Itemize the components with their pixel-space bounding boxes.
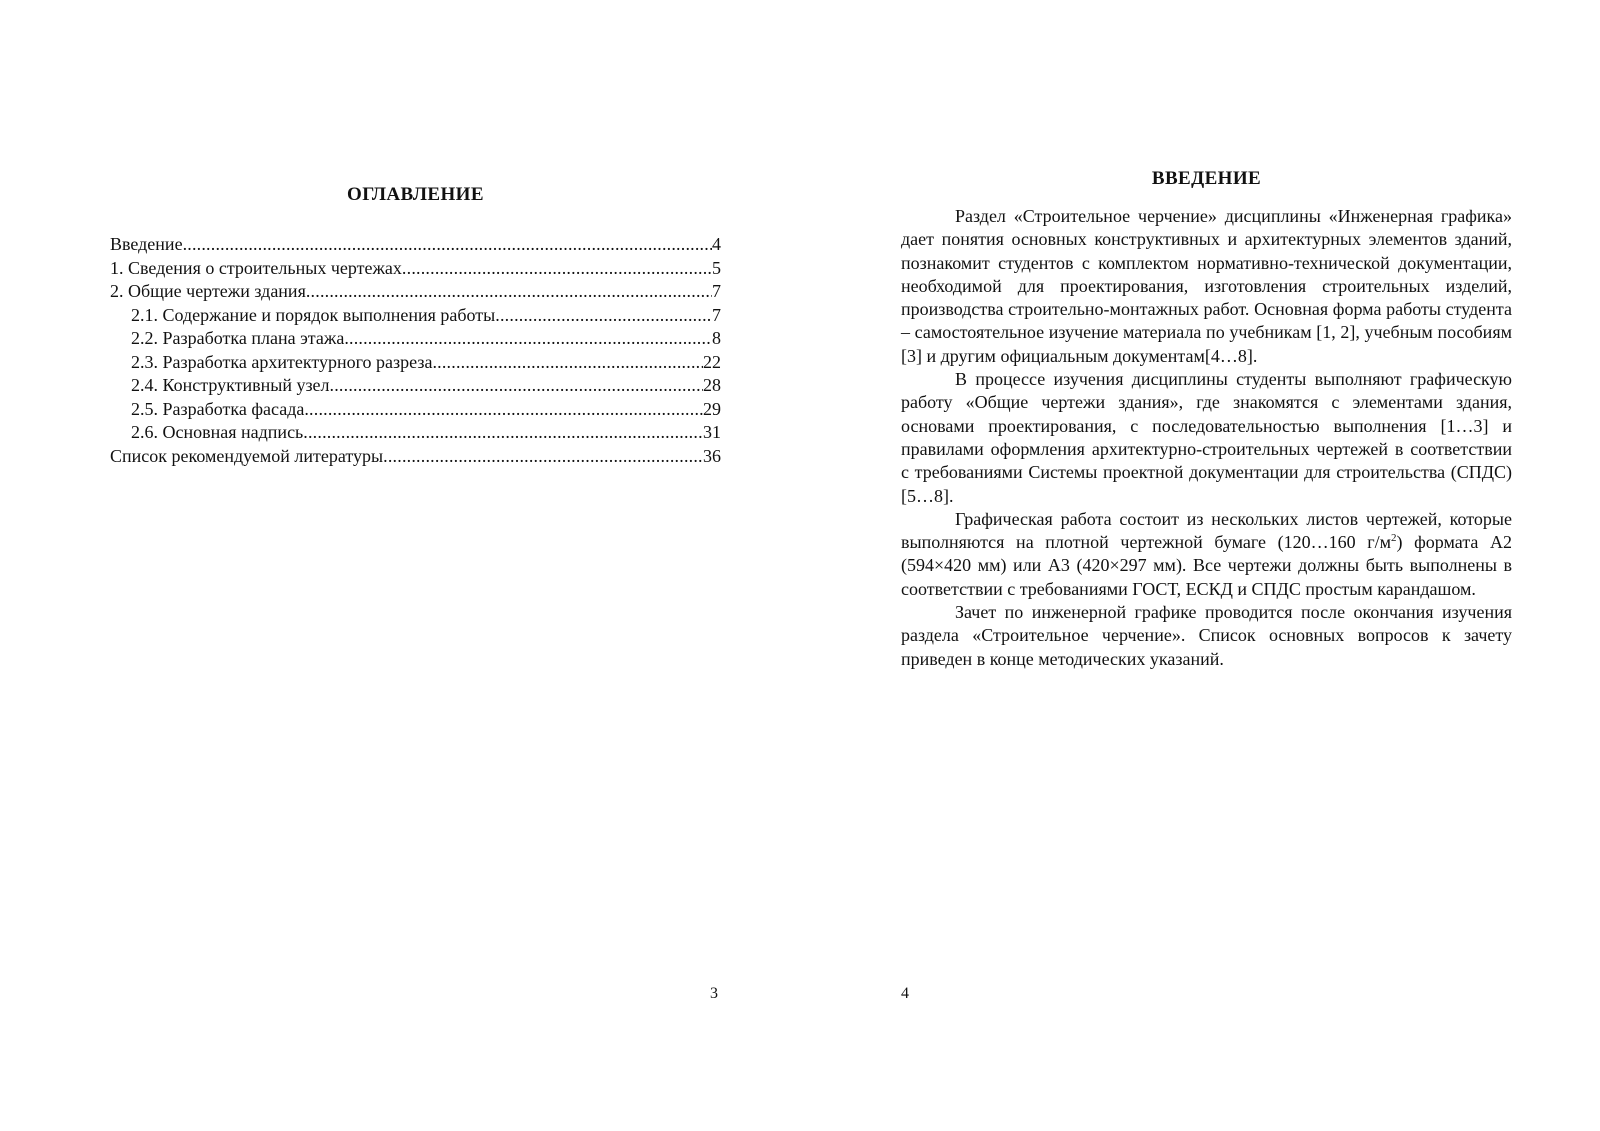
toc-entry-title: 2.6. Основная надпись [131, 422, 304, 442]
toc-entry-title: 2.2. Разработка плана этажа [131, 328, 345, 348]
toc-entry-title: 2.1. Содержание и порядок выполнения работы [131, 304, 496, 325]
toc-entry-page: 5 [712, 257, 721, 278]
toc-entry-page: 4 [712, 234, 721, 254]
toc-leader-dots [304, 398, 703, 422]
toc-entry-page: 22 [703, 351, 721, 372]
toc-leader-dots [383, 445, 703, 469]
toc-leader-dots [183, 233, 712, 257]
toc-subentry [110, 327, 721, 351]
toc-entry-title: 2. Общие чертежи здания [110, 281, 306, 301]
toc-entry [110, 280, 721, 304]
page-number: 4 [901, 985, 909, 1002]
toc-leader-dots [402, 257, 712, 281]
toc-entry-page: 28 [703, 375, 721, 395]
toc-subentry [110, 304, 721, 328]
toc-leader-dots [495, 304, 712, 328]
page-number: 3 [710, 985, 718, 1002]
toc-entry-title: 1. Сведения о строительных чертежах [110, 257, 402, 278]
toc-entry-title: 2.3. Разработка архитектурного разреза [131, 351, 433, 372]
right-page [800, 0, 1600, 1131]
toc-entry [110, 257, 721, 281]
toc-subentry [110, 398, 721, 422]
toc-leader-dots [432, 351, 703, 375]
toc-entry [110, 233, 721, 257]
toc-entry-page: 7 [712, 304, 721, 325]
table-of-contents [110, 233, 721, 468]
toc-entry-page: 31 [703, 422, 721, 442]
toc-entry-page: 29 [703, 398, 721, 419]
toc-leader-dots [344, 327, 712, 351]
body-paragraph [901, 508, 1512, 601]
toc-subentry [110, 351, 721, 375]
body-paragraph: Раздел «Строительное черчение» дисциплины «Инженерная графика» дает понятия основных конструктивных и архитектурных элементов зданий, познакомит студентов с комплектом нормативно-технической документации, необходимой для проектирования, изготовления строительных изделий, производства строительно-монтажных работ. Основная форма работы студента – самостоятельное изучение материала по учебникам [1, 2], учебным пособиям [3] и другим официальным документам[4…8]. [901, 206, 1512, 366]
toc-subentry [110, 421, 721, 445]
introduction-body [901, 205, 1512, 671]
toc-entry-title: 2.5. Разработка фасада [131, 398, 305, 419]
toc-entry-title: Список рекомендуемой литературы [110, 445, 384, 466]
toc-entry-title: Введение [110, 234, 183, 254]
toc-leader-dots [330, 374, 703, 398]
toc-entry-page: 8 [712, 328, 721, 348]
toc-leader-dots [303, 421, 703, 445]
body-paragraph: Зачет по инженерной графике проводится после окончания изучения раздела «Строительное черчение». Список основных вопросов к зачету приведен в конце методических указаний. [901, 602, 1512, 669]
toc-entry-page: 7 [712, 281, 721, 301]
body-paragraph: В процессе изучения дисциплины студенты выполняют графическую работу «Общие чертежи здания», где знакомятся с элементами здания, основами проектирования, с последовательностью выполнения [1…3] и правилами оформления архитектурно-строительных чертежей в соответствии с требованиями Системы проектной документации для строительства (СПДС) [5…8]. [901, 369, 1512, 506]
toc-entry-title: 2.4. Конструктивный узел [131, 375, 330, 395]
introduction-heading: ВВЕДЕНИЕ [1151, 168, 1262, 189]
paragraph-text: ) формата А2 (594×420 мм) или А3 (420×297 мм). Все чертежи должны быть выполнены в соответствии с требованиями ГОСТ, ЕСКД и СПДС простым карандашом. [901, 532, 1513, 599]
paragraph-text: Графическая работа состоит из нескольких листов чертежей, которые выполняются на плотной чертежной бумаге (120…160 г/м [901, 508, 1512, 553]
toc-leader-dots [306, 280, 712, 304]
toc-heading: ОГЛАВЛЕНИЕ [347, 184, 484, 205]
superscript-exponent: 2 [1391, 532, 1397, 545]
toc-subentry [110, 374, 721, 398]
toc-entry-page: 36 [703, 445, 721, 466]
toc-entry [110, 445, 721, 469]
